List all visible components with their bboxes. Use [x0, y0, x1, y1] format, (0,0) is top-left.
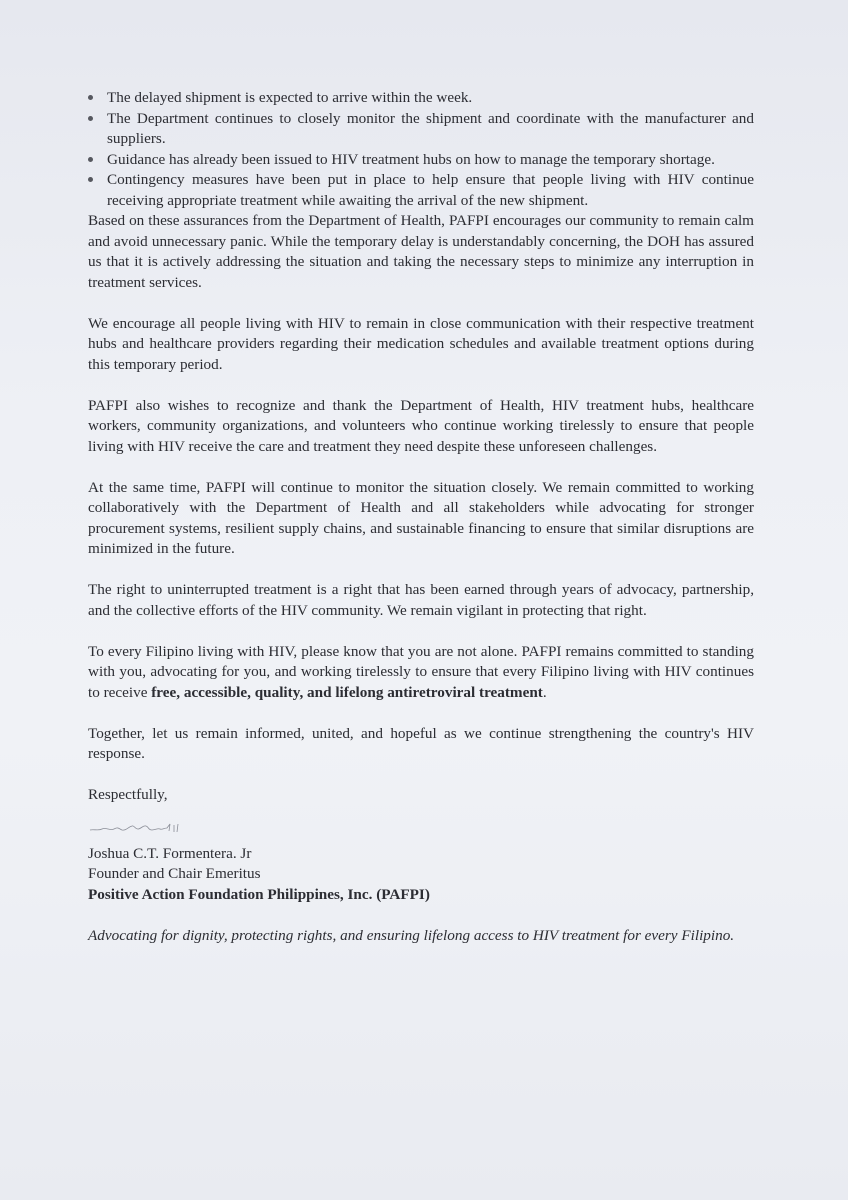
paragraph-thanks: PAFPI also wishes to recognize and thank the Department of Health, HIV treatment hubs, healthcare workers, community organizations, and volunteers who continue working tirelessly to ensure that people living with HIV receive the care and treatment they need despite these unforeseen challenges. [88, 396, 754, 455]
signatory-name: Joshua C.T. Formentera. Jr [88, 844, 252, 862]
list-item: Contingency measures have been put in place to help ensure that people living with HIV continue receiving appropriate treatment while awaiting the arrival of the new shipment. [88, 170, 754, 211]
signatory-title: Founder and Chair Emeritus [88, 865, 261, 882]
paragraph-monitoring: At the same time, PAFPI will continue to monitor the situation closely. We remain committed to working collaboratively with the Department of Health and all stakeholders while advocating for stronger procurement systems, resilient supply chains, and sustainable financing to ensure that similar disruptions are minimized in the future. [88, 478, 754, 557]
bullet-icon [88, 177, 93, 182]
list-item: The Department continues to closely monitor the shipment and coordinate with the manufacturer and suppliers. [88, 109, 754, 150]
bullet-icon [88, 95, 93, 100]
list-item: Guidance has already been issued to HIV treatment hubs on how to manage the temporary shortage. [88, 150, 754, 171]
paragraph-communication: We encourage all people living with HIV to remain in close communication with their respective treatment hubs and healthcare providers regarding their medication schedules and available treatment options during this temporary period. [88, 314, 754, 373]
bullet-icon [88, 157, 93, 162]
list-item: The delayed shipment is expected to arrive within the week. [88, 88, 754, 109]
paragraph-not-alone: To every Filipino living with HIV, please know that you are not alone. PAFPI remains committed to standing with you, advocating for you, and working tirelessly to ensure that every Filipino living with HIV continues to receive free, accessible, quality, and lifelong antiretroviral treatment. [88, 642, 754, 701]
signature-icon [88, 820, 198, 838]
paragraph-closing: Together, let us remain informed, united, and hopeful as we continue strengthening the country's HIV response. [88, 724, 754, 762]
signature-image [88, 806, 754, 844]
paragraph-assurances: Based on these assurances from the Department of Health, PAFPI encourages our community to remain calm and avoid unnecessary panic. While the temporary delay is understandably concerning, the DOH has assured us that it is actively addressing the situation and taking the necessary steps to minimize any interruption in treatment services. [88, 212, 754, 291]
paragraph-right-to-treatment: The right to uninterrupted treatment is a right that has been earned through years of advocacy, partnership, and the collective efforts of the HIV community. We remain vigilant in protecting that right. [88, 581, 754, 619]
assurance-list [88, 88, 754, 211]
signoff: Respectfully, [88, 786, 168, 803]
emphasis-text: free, accessible, quality, and lifelong antiretroviral treatment [151, 683, 543, 701]
tagline: Advocating for dignity, protecting rights, and ensuring lifelong access to HIV treatment for every Filipino. [88, 926, 735, 944]
bullet-icon [88, 116, 93, 121]
organization-name: Positive Action Foundation Philippines, Inc. (PAFPI) [88, 885, 430, 903]
letter-body [88, 88, 754, 946]
